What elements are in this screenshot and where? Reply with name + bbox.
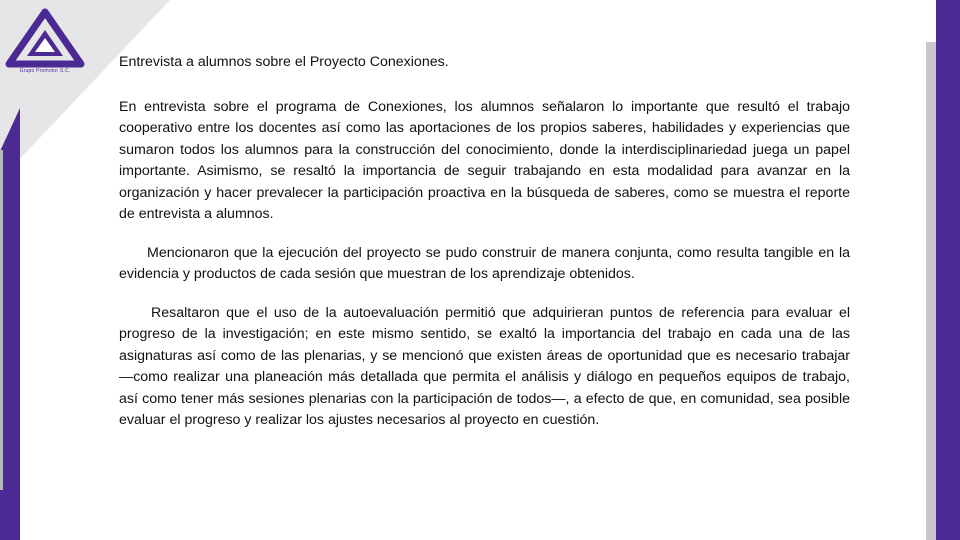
logo (5, 8, 85, 78)
right-accent-bar (936, 0, 960, 540)
document-body (119, 52, 850, 449)
triangle-logo-icon (5, 8, 85, 68)
left-shade-strip (0, 150, 3, 490)
paragraph: Mencionaron que la ejecución del proyecto se pudo construir de manera conjunta, como resulta tangible en la evidencia y productos de cada sesión que muestran de los aprendizaje obtenidos. (119, 244, 850, 282)
paragraph: Resaltaron que el uso de la autoevaluación permitió que adquirieran puntos de referencia para evaluar el progreso de la investigación; en este mismo sentido, se exaltó la importancia del trabajo en cada una de las asignaturas así como de las plenarias, y se mencionó que existen áreas de oportunidad que es necesario trabajar —como realizar una planeación más detallada que permita el análisis y diálogo en pequeños equipos de trabajo, así como tener más sesiones plenarias con la participación de todos—, a efecto de que, en comunidad, sea posible evaluar el progreso y realizar los ajustes necesarios al proyecto en cuestión. (119, 304, 850, 428)
paragraph: En entrevista sobre el programa de Conexiones, los alumnos señalaron lo importante que resultó el trabajo cooperativo entre los docentes así como las aportaciones de los propios saberes, habilidades y experiencias que sumaron todos los alumnos para la construcción del conocimiento, donde la interdisciplinariedad juega un papel importante. Asimismo, se resaltó la importancia de seguir trabajando en esta modalidad para avanzar en la organización y hacer prevalecer la participación proactiva en la búsqueda de saberes, como se muestra el reporte de entrevista a alumnos. (119, 98, 850, 222)
document-title: Entrevista a alumnos sobre el Proyecto Conexiones. (119, 54, 449, 70)
logo-caption: Grupo Promotor S.C. (19, 68, 71, 74)
